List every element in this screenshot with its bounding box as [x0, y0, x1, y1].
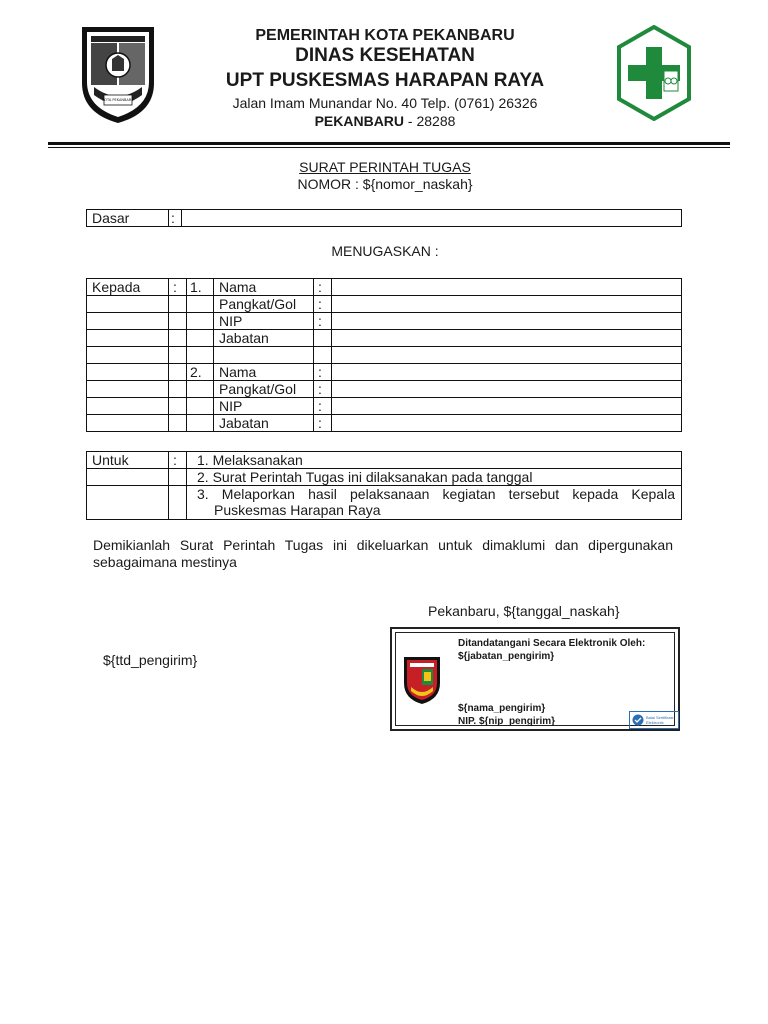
person-1-field-rank: Pangkat/Gol: [214, 296, 314, 313]
person-1-position-value: [332, 330, 682, 347]
table-row: [87, 296, 682, 313]
person-2-number: 2.: [187, 364, 214, 381]
untuk-item-3: [187, 486, 682, 520]
dasar-colon: :: [169, 210, 182, 227]
person-2-name-value: [332, 364, 682, 381]
bsre-logo-icon: [632, 714, 644, 726]
field-colon: :: [314, 415, 332, 432]
table-row: [87, 279, 682, 296]
table-row: [87, 330, 682, 347]
field-colon: :: [314, 296, 332, 313]
person-2-nip-value: [332, 398, 682, 415]
person-1-name-value: [332, 279, 682, 296]
person-2-field-rank: Pangkat/Gol: [214, 381, 314, 398]
person-2-field-nip: NIP: [214, 398, 314, 415]
table-row: [87, 381, 682, 398]
person-1-rank-value: [332, 296, 682, 313]
field-colon: :: [314, 398, 332, 415]
health-cross-icon: [615, 25, 693, 121]
table-row: [87, 452, 682, 469]
signature-nip: NIP. ${nip_pengirim}: [458, 716, 556, 727]
letterhead-divider-thick: [48, 142, 730, 145]
person-2-rank-value: [332, 381, 682, 398]
dasar-table: [86, 209, 682, 227]
closing-paragraph: Demikianlah Surat Perintah Tugas ini dikeluarkan untuk dimaklumi dan dipergunakan sebagaimana mestinya: [93, 537, 673, 570]
field-colon: :: [314, 364, 332, 381]
postal-code: - 28288: [404, 113, 456, 129]
letterhead-department: DINAS KESEHATAN: [295, 45, 475, 66]
person-1-nip-value: [332, 313, 682, 330]
untuk-item-2: 2. Surat Perintah Tugas ini dilaksanakan pada tanggal: [187, 469, 682, 486]
person-2-position-value: [332, 415, 682, 432]
table-row: [87, 364, 682, 381]
person-2-field-name: Nama: [214, 364, 314, 381]
bsre-badge: [629, 711, 679, 729]
letterhead-unit: UPT PUSKESMAS HARAPAN RAYA: [225, 70, 545, 91]
kepada-label: Kepada: [87, 279, 169, 296]
electronic-signature-box: [390, 627, 680, 731]
person-2-field-position: Jabatan: [214, 415, 314, 432]
person-1-field-name: Nama: [214, 279, 314, 296]
table-row: [87, 347, 682, 364]
table-row: [87, 415, 682, 432]
letterhead-city: [190, 113, 580, 129]
field-colon: :: [314, 381, 332, 398]
signature-inner-frame: [395, 632, 675, 726]
signature-position: ${jabatan_pengirim}: [458, 651, 555, 662]
kepada-table: [86, 278, 682, 432]
document-number: NOMOR : ${nomor_naskah}: [297, 176, 473, 192]
person-1-number: 1.: [187, 279, 214, 296]
letterhead-divider-thin: [48, 147, 730, 148]
untuk-table: [86, 451, 682, 520]
crest-caption: KOTA PEKANBARU: [102, 98, 134, 102]
dasar-value: [182, 210, 682, 227]
letterhead-address: Jalan Imam Munandar No. 40 Telp. (0761) 26326: [232, 95, 538, 111]
table-row: [87, 469, 682, 486]
signature-heading: Ditandatangani Secara Elektronik Oleh:: [458, 638, 646, 649]
field-colon: :: [314, 279, 332, 296]
dasar-label: Dasar: [87, 210, 169, 227]
untuk-label: Untuk: [87, 452, 169, 469]
city-name: PEKANBARU: [314, 113, 405, 129]
pekanbaru-emblem-icon: [402, 653, 442, 705]
bsre-badge-text: Balai Sertifikasi Elektronik: [646, 715, 674, 725]
signature-name: ${nama_pengirim}: [458, 703, 546, 714]
table-row: [87, 486, 682, 520]
letterhead-government: PEMERINTAH KOTA PEKANBARU: [255, 27, 515, 44]
untuk-item-3-line2: Puskesmas Harapan Raya: [214, 502, 381, 518]
place-date: Pekanbaru, ${tanggal_naskah}: [428, 603, 620, 619]
table-row: [87, 313, 682, 330]
pekanbaru-crest-icon: [78, 25, 158, 125]
table-row: [87, 398, 682, 415]
kepada-colon: :: [169, 279, 187, 296]
dasar-row: [87, 210, 682, 227]
person-1-field-nip: NIP: [214, 313, 314, 330]
signature-placeholder: ${ttd_pengirim}: [103, 652, 198, 668]
untuk-item-1: 1. Melaksanakan: [187, 452, 682, 469]
field-colon: :: [314, 313, 332, 330]
menugaskan-heading: MENUGASKAN :: [331, 243, 439, 259]
person-1-field-position: Jabatan: [214, 330, 314, 347]
document-title: SURAT PERINTAH TUGAS: [299, 159, 471, 175]
untuk-colon: :: [169, 452, 187, 469]
untuk-item-3-line1: 3. Melaporkan hasil pelaksanaan kegiatan tersebut kepada Kepala: [197, 486, 675, 502]
